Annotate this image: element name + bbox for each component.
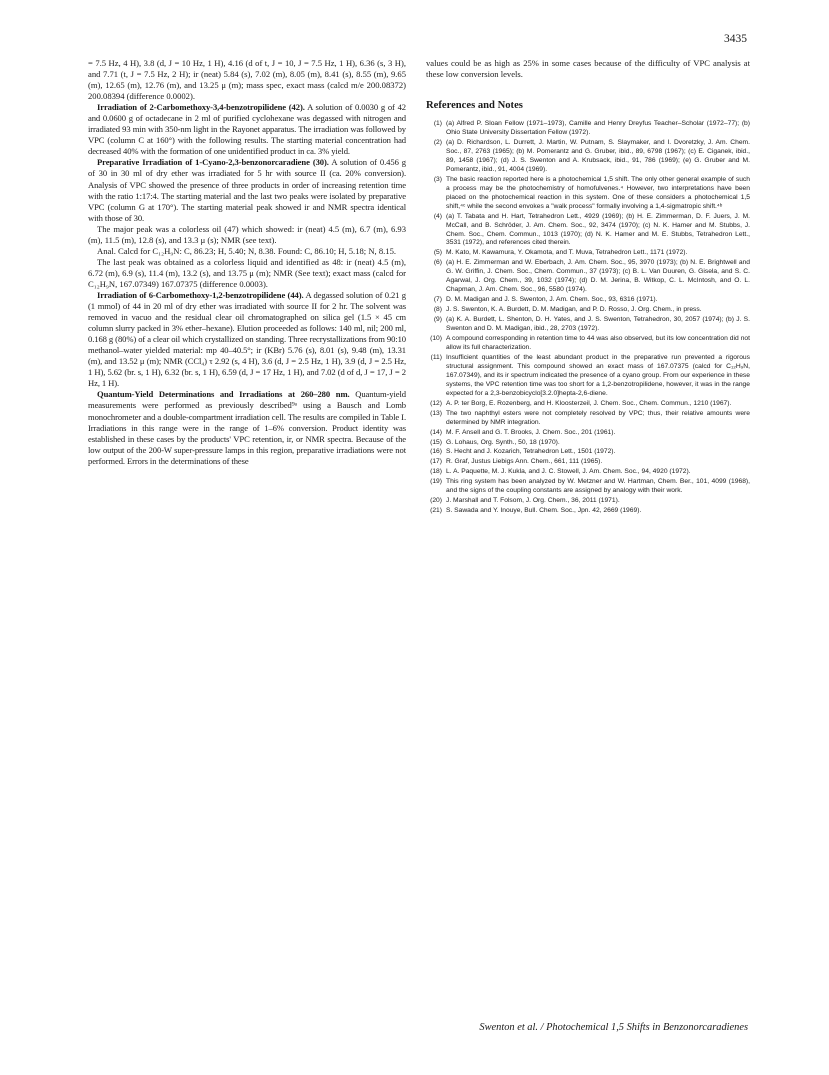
reference-text: Insufficient quantities of the least abundant product in the preparative run prevented a rigorous structural assignment. This compound showed an exact mass of 167.07375 (calcd for C₁₂H₉N, 167.07349), and its ir spectrum indicated the presence of a cyano group. From our experience in these systems, the VPC retention time was too short for a 1,2-benzotropilidene, however, it was in the range expected for a 2,3-benzobicyclo[3.2.0]hepta-2,6-diene.: [446, 353, 750, 397]
reference-item: [426, 139, 750, 175]
reference-item: [426, 429, 750, 438]
paragraph-quantum-yield: [88, 389, 406, 466]
reference-number: (6): [433, 259, 442, 267]
reference-text: M. Kato, M. Kawamura, Y. Okamota, and T. Muva, Tetrahedron Lett., 1171 (1972).: [446, 249, 688, 257]
reference-text: S. Hecht and J. Kozarich, Tetrahedron Lett., 1501 (1972).: [446, 448, 616, 456]
reference-number: (7): [433, 296, 442, 304]
paragraph-body: A degassed solution of 0.21 g (1 mmol) of 44 in 20 ml of dry ether was irradiated with source II for 2 hr. The solvent was removed in vacuo and the residual clear oil chromatographed on silica gel (1.5 × 45 cm column slurry packed in 3% ether–hexane). Elution proceeded as follows: 140 ml, nil; 200 ml, 0.168 g (80%) of a clear oil which crystallized on standing. Three recrystallizations from 90:10 methanol–water yielded material: mp 40–40.5°; ir (KBr) 5.76 (s), 8.01 (s), 9.48 (m), 13.31 (m), and 13.52 μ (m); NMR (CCl₄) τ 2.92 (s, 4 H), 3.6 (d, J = 2.5 Hz, 1 H), 3.9 (d, J = 2.5 Hz, 1 H), 5.62 (br. s, 1 H), 6.32 (br. s, 1 H), 6.59 (d, J = 17 Hz, 1 H), and 7.02 (d of d, J = 17, J = 2 Hz, 1 H).: [88, 289, 406, 389]
reference-number: (16): [430, 448, 442, 456]
reference-item: [426, 306, 750, 315]
paragraph-last-peak: The last peak was obtained as a colorless liquid and identified as 48: ir (neat) 4.5 (m), 6.72 (m), 6.9 (s), 11.4 (m), 13.2 (s), and 13.75 μ (m); NMR (See text); exact mass (calcd for C₁₂H₉N, 167.07349) 167.07375 (difference 0.0003).: [88, 256, 406, 289]
references-title: References and Notes: [426, 100, 523, 112]
reference-item: [426, 458, 750, 467]
reference-number: (12): [430, 399, 442, 407]
reference-text: D. M. Madigan and J. S. Swenton, J. Am. Chem. Soc., 93, 6316 (1971).: [446, 296, 658, 304]
paragraph-body: A solution of 0.0030 g of 42 and 0.0600 g of octadecane in 2 ml of purified cyclohexane was degassed with nitrogen and irradiated 93 min with 350-nm light in the Rayonet apparatus. The irradiation was followed by VPC (column C at 160°) with the following results. The starting material concentration had decreased 40% with the formation of one unidentified product in ca. 3% yield.: [88, 102, 407, 157]
reference-item: [426, 448, 750, 457]
paragraph-irradiation-42: [88, 102, 406, 157]
left-column: [88, 58, 406, 467]
reference-number: (14): [430, 428, 442, 436]
reference-item: [426, 439, 750, 448]
reference-number: (11): [430, 353, 442, 361]
reference-text: M. F. Ansell and G. T. Brooks, J. Chem. Soc., 201 (1961).: [446, 428, 616, 436]
running-footer: Swenton et al. / Photochemical 1,5 Shifts in Benzonorcaradienes: [479, 1022, 748, 1033]
page-number: 3435: [724, 33, 747, 45]
reference-item: [426, 497, 750, 506]
reference-text: L. A. Paquette, M. J. Kukla, and J. C. Stowell, J. Am. Chem. Soc., 94, 4920 (1972).: [446, 468, 691, 476]
paragraph-analysis: Anal. Calcd for C₁₂H₉N: C, 86.23; H, 5.40; N, 8.38. Found: C, 86.10; H, 5.18; N, 8.15.: [97, 245, 397, 256]
reference-text: J. Marshall and T. Folsom, J. Org. Chem., 36, 2011 (1971).: [446, 497, 620, 505]
reference-text: The basic reaction reported here is a photochemical 1,5 shift. The only other general example of such a process may be the photochemistry of homofulvenes.⁴ However, two interpretations have been placed on the photochemical reaction in this system. One of these considers a photochemical 1,5 shift,⁴ᶜ while the second envokes a "walk process" formally involving a 1,4-sigmatropic shift.⁴ᵇ: [446, 175, 750, 210]
reference-number: (1): [433, 120, 442, 128]
reference-text: This ring system has been analyzed by W. Metzner and W. Hartman, Chem. Ber., 101, 4099 (1968), and the signs of the coupling constants are assigned by analogy with their work.: [446, 478, 750, 495]
paragraph-irradiation-44: [88, 290, 406, 389]
paragraph-continuation: values could be as high as 25% in some cases because of the difficulty of VPC analysis at these low conversion levels.: [426, 58, 750, 80]
reference-item: [426, 213, 750, 249]
paragraph-spectral-data: = 7.5 Hz, 4 H), 3.8 (d, J = 10 Hz, 1 H), 4.16 (d of t, J = 10, J = 7.5 Hz, 1 H), 6.36 (s, 3 H), and 7.71 (t, J = 7.5 Hz, 2 H); ir (neat) 5.84 (s), 7.02 (m), 8.05 (m), 8.41 (s), 8.55 (m), 9.65 (m), 12.65 (m), 12.76 (m), and 13.25 μ (m); mass spec, exact mass (calcd m/e 200.08372) 200.08394 (difference 0.0002).: [88, 58, 406, 102]
reference-text: (a) T. Tabata and H. Hart, Tetrahedron Lett., 4929 (1969); (b) H. E. Zimmerman, D. F. Juers, J. M. McCall, and B. Schröder, J. Am. Chem. Soc., 92, 3474 (1970); (c) N. K. Hamer and M. Stubbs, J. Chem. Soc., Chem. Commun., 1013 (1970); (d) N. K. Hamer and M. E. Stubbs, Tetrahedron Lett., 3531 (1972), and references cited therein.: [446, 212, 750, 247]
paragraph-major-peak: The major peak was a colorless oil (47) which showed: ir (neat) 4.5 (m), 6.7 (m), 6.93 (m), 11.5 (m), 12.8 (s), and 13.3 μ (s); NMR (see text).: [88, 223, 406, 245]
reference-number: (9): [433, 316, 442, 324]
reference-number: (8): [433, 306, 442, 314]
reference-text: The two naphthyl esters were not completely resolved by VPC; thus, their relative amounts were determined by NMR integration.: [446, 409, 750, 426]
reference-text: (a) H. E. Zimmerman and W. Eberbach, J. Am. Chem. Soc., 95, 3970 (1973); (b) N. E. Brightwell and G. W. Griffin, J. Chem. Soc., Chem. Commun., 37 (1973); (c) B. L. Van Duuren, G. Gisela, and S. C. Agarwal, J. Org. Chem., 39, 1032 (1974); (d) D. M. Jerina, B. Witkop, C. L. McIntosh, and O. L. Chapman, J. Am. Chem. Soc., 96, 5580 (1974).: [446, 259, 750, 294]
references-list: [426, 120, 750, 516]
reference-item: [426, 468, 750, 477]
paragraph-preparative-irradiation-30: [88, 157, 406, 223]
reference-item: [426, 296, 750, 305]
reference-number: (19): [430, 478, 442, 486]
paragraph-body: Quantum-yield measurements were performed as previously described⁹ᵃ using a Bausch and Lomb monochrometer and a double-compartment irradiation cell. The results are compiled in Table I. Irradiations in this range were in the range of 1–6% conversion. Product identity was established in these cases by the products' VPC retention, ir, or NMR spectra. Because of the low output of the 200-W super-pressure lamps in this region, preparative irradiations were not performed. Errors in the determinations of these: [88, 389, 406, 466]
reference-text: (a) D. Richardson, L. Durrett, J. Martin, W. Putnam, S. Slaymaker, and I. Dvoretzky, J. Am. Chem. Soc., 87, 2763 (1965); (b) M. Pomerantz and G. Gruber, ibid., 89, 6798 (1967); (c) E. Ciganek, ibid., 89, 1458 (1967); (d) J. S. Swenton and A. Krubsack, ibid., 91, 786 (1969); (e) G. Gruber and M. Pomerantz, ibid., 91, 4004 (1969).: [446, 139, 750, 173]
reference-number: (13): [430, 409, 442, 417]
reference-item: [426, 410, 750, 428]
reference-number: (3): [433, 175, 442, 183]
reference-number: (15): [430, 438, 442, 446]
reference-item: [426, 316, 750, 334]
right-column: [426, 58, 750, 517]
reference-number: (21): [430, 507, 442, 515]
reference-item: [426, 176, 750, 212]
section-heading: Irradiation of 2-Carbomethoxy-3,4-benzotropilidene (42).: [97, 102, 305, 113]
reference-text: J. S. Swenton, K. A. Burdett, D. M. Madigan, and P. D. Rosso, J. Org. Chem., in press.: [446, 306, 702, 314]
reference-text: G. Lohaus, Org. Synth., 50, 18 (1970).: [446, 438, 560, 446]
paragraph-body: A solution of 0.456 g of 30 in 30 ml of dry ether was irradiated for 5 hr with source II (ca. 20% conversion). Analysis of VPC showed the presence of three products in order of increasing retention time with the ratio 1:17:4. The starting material and the last two peaks were isolated by preparative VPC (column G at 170°). The starting material peak showed ir and NMR spectra identical with those of 30.: [88, 157, 406, 223]
reference-number: (5): [433, 249, 442, 257]
reference-text: R. Graf, Justus Liebigs Ann. Chem., 661, 111 (1965).: [446, 458, 603, 466]
reference-number: (18): [430, 468, 442, 476]
reference-number: (10): [430, 335, 442, 343]
reference-number: (20): [430, 497, 442, 505]
reference-item: [426, 478, 750, 496]
reference-text: S. Sawada and Y. Inouye, Bull. Chem. Soc., Jpn. 42, 2669 (1969).: [446, 507, 642, 515]
reference-item: [426, 249, 750, 258]
reference-number: (17): [430, 458, 442, 466]
reference-text: A. P. ter Borg, E. Rozenberg, and H. Kloosterzeil, J. Chem. Soc., Chem. Commun., 1210 (1967).: [446, 399, 732, 407]
reference-number: (2): [433, 139, 442, 146]
section-heading: Quantum-Yield Determinations and Irradiations at 260–280 nm.: [97, 389, 350, 400]
reference-item: [426, 335, 750, 353]
reference-text: A compound corresponding in retention time to 44 was also observed, but its low concentration did not allow its full characterization.: [446, 335, 750, 351]
reference-text: (a) Alfred P. Sloan Fellow (1971–1973), Camille and Henry Dreyfus Teacher–Scholar (1972–77); (b) Ohio State University Dissertation Fellow (1972).: [446, 120, 750, 137]
reference-item: [426, 507, 750, 516]
section-heading: Irradiation of 6-Carbomethoxy-1,2-benzotropilidene (44).: [97, 289, 304, 300]
section-heading: Preparative Irradiation of 1-Cyano-2,3-benzonorcaradiene (30).: [97, 157, 329, 168]
reference-text: (a) K. A. Burdett, L. Shenton, D. H. Yates, and J. S. Swenton, Tetrahedron, 30, 2057 (1974); (b) J. S. Swenton and D. M. Madigan, ibid., 28, 2703 (1972).: [446, 316, 750, 333]
reference-item: [426, 354, 750, 399]
reference-number: (4): [433, 212, 442, 220]
reference-item: [426, 120, 750, 138]
reference-item: [426, 259, 750, 295]
reference-item: [426, 400, 750, 409]
